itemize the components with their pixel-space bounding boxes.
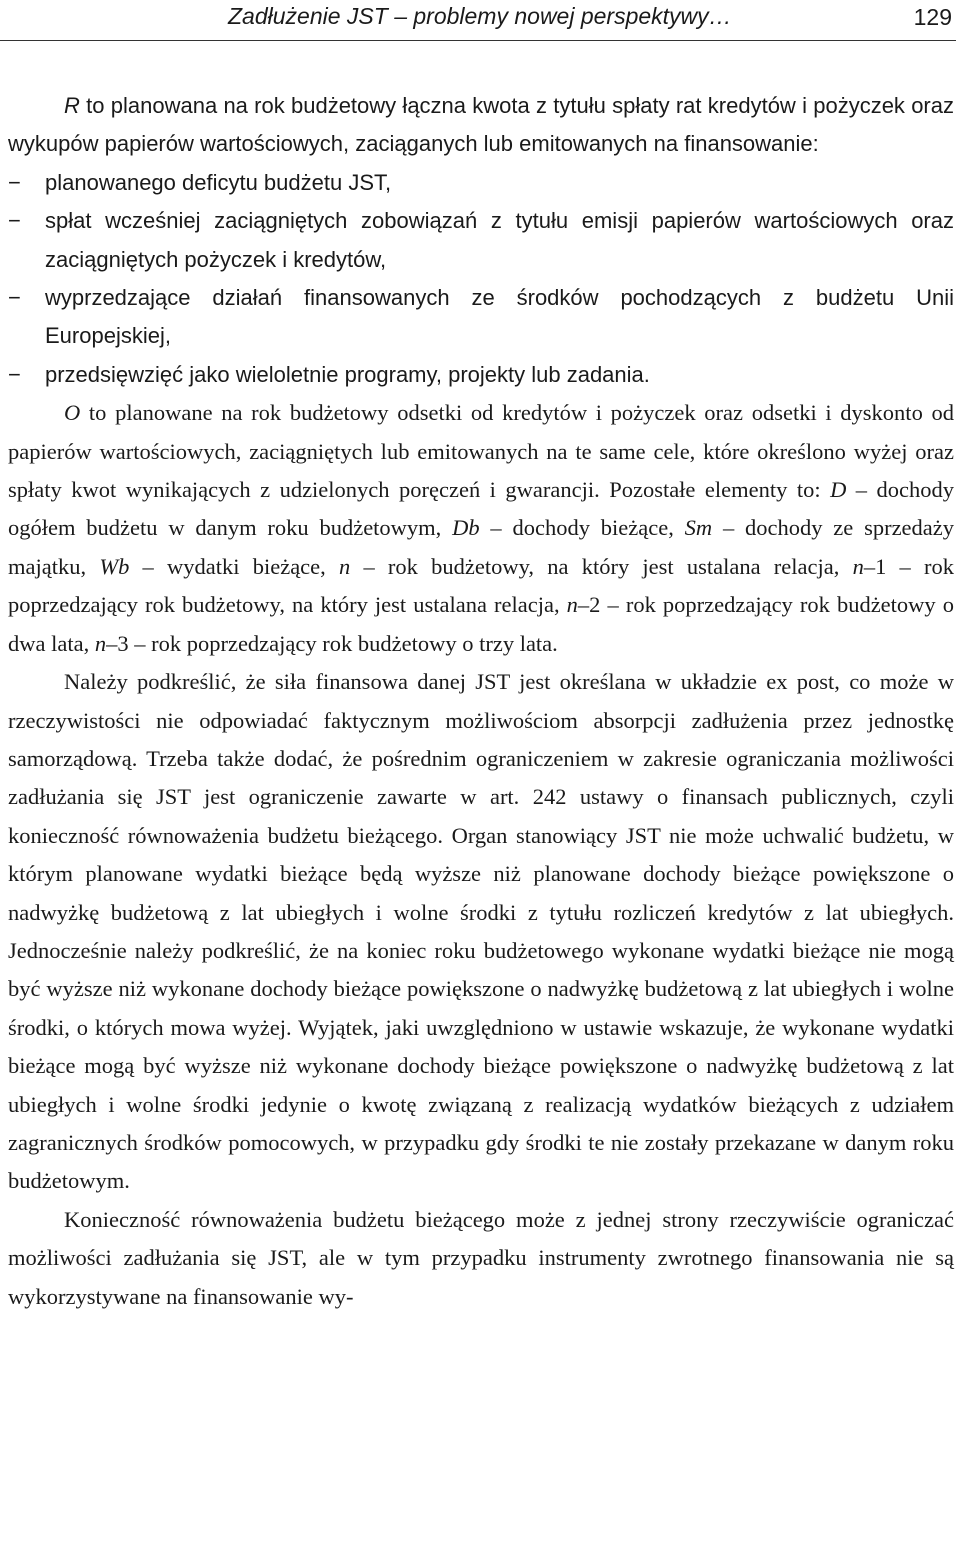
symbol-n: n [339,553,351,579]
list-item: − wyprzedzające działań finansowanych ze środków pochodzących z budżetu Unii Europejskiej, [8,279,954,356]
definition-r-text: to planowana na rok budżetowy łączna kwota z tytułu spłaty rat kredytów i pożyczek oraz wykupów papierów wartościowych, zaciąganych lub emitowanych na finansowanie: [8,93,954,157]
definition-n-1-text: –1 – rok poprzedzający rok budżetowy, na który jest ustalana relacja, [8,553,955,618]
symbol-n-2: n [566,592,578,618]
paragraph-1: Należy podkreślić, że siła finansowa danej JST jest określana w układzie ex post, co może w rzeczywistości nie odpowiadać faktycznym możliwościom absorpcji zadłużenia przez jednostkę samorządową. Trzeba także dodać, że pośrednim ograniczeniem w zakresie ograniczania możliwości zadłużania się JST jest ograniczenie zawarte w art. 242 ustawy o finansach publicznych, czyli konieczność równoważenia budżetu bieżącego. Organ stanowiący JST nie może uchwalić budżetu, w którym planowane wydatki bieżące będą wyższe niż planowane dochody bieżące powiększone o nadwyżkę budżetową z lat ubiegłych i wolne środki z tytułu rozliczeń kredytów z lat ubiegłych. Jednocześnie należy podkreślić, że na koniec roku budżetowego wykonane wydatki bieżące nie mogą być wyższe niż wykonane dochody bieżące powiększone o nadwyżkę budżetową z lat ubiegłych i wolne środki, o których mowa wyżej. Wyjątek, jaki uwzględniono w ustawie wskazuje, że wykonane wydatki bieżące mogą być wyższe niż wykonane dochody bieżące powiększone o nadwyżkę budżetową z lat ubiegłych i wolne środki jedynie o kwotę związaną z realizacją wydatków bieżących z udziałem zagranicznych środków pomocowych, w przypadku gdy środki te nie zostały przekazane w danym roku budżetowym. [8,669,954,1194]
list-item: − spłat wcześniej zaciągniętych zobowiązań z tytułu emisji papierów wartościowych oraz zaciągniętych pożyczek i kredytów, [8,202,954,279]
paragraph-2: Konieczność równoważenia budżetu bieżącego może z jednej strony rzeczywiście ograniczać możliwości zadłużania się JST, ale w tym przypadku instrumenty zwrotnego finansowania nie są wykorzystywane na finansowanie wy- [8,1206,954,1309]
definition-sm-text: – dochody ze sprzedaży majątku, [8,515,955,579]
running-title: Zadłużenie JST – problemy nowej perspektywy… [228,3,732,29]
list-item: − planowanego deficytu budżetu JST, [8,164,954,202]
definition-d-text: – dochody ogółem budżetu w danym roku budżetowym, [8,477,954,541]
symbol-n-1: n [852,553,864,579]
symbol-d: D [830,477,847,503]
symbol-wb: Wb [99,553,130,579]
definition-r-intro [8,87,954,164]
running-header [0,0,956,41]
definition-r [8,87,954,394]
symbol-sm: Sm [684,515,713,541]
definition-r-list [8,164,954,394]
definition-n-text: – rok budżetowy, na który jest ustalana relacja, [350,553,853,579]
definition-n-2-text: –2 – rok poprzedzający rok budżetowy o dwa lata, [8,592,954,656]
body-text [8,87,954,1316]
definition-db-text: – dochody bieżące, [479,515,685,541]
symbol-r: R [64,93,80,118]
page-number: 129 [913,4,952,30]
symbol-n-3: n [94,630,107,656]
definition-wb-text: – wydatki bieżące, [129,553,339,579]
definition-o-text: to planowane na rok budżetowy odsetki od kredytów i pożyczek oraz odsetki i dyskonto od papierów wartościowych, zaciągniętych lub emitowanych na te same cele, które określono wyżej oraz spłaty kwot wynikających z udzielonych poręczeń i gwarancji. Pozostałe elementy to: [8,400,954,503]
definition-n-3-text: –3 – rok poprzedzający rok budżetowy o trzy lata. [106,630,558,656]
list-item: − przedsięwzięć jako wieloletnie programy, projekty lub zadania. [8,356,954,394]
symbol-o: O [64,400,81,426]
symbol-db: Db [452,515,480,541]
definition-o [8,394,954,663]
